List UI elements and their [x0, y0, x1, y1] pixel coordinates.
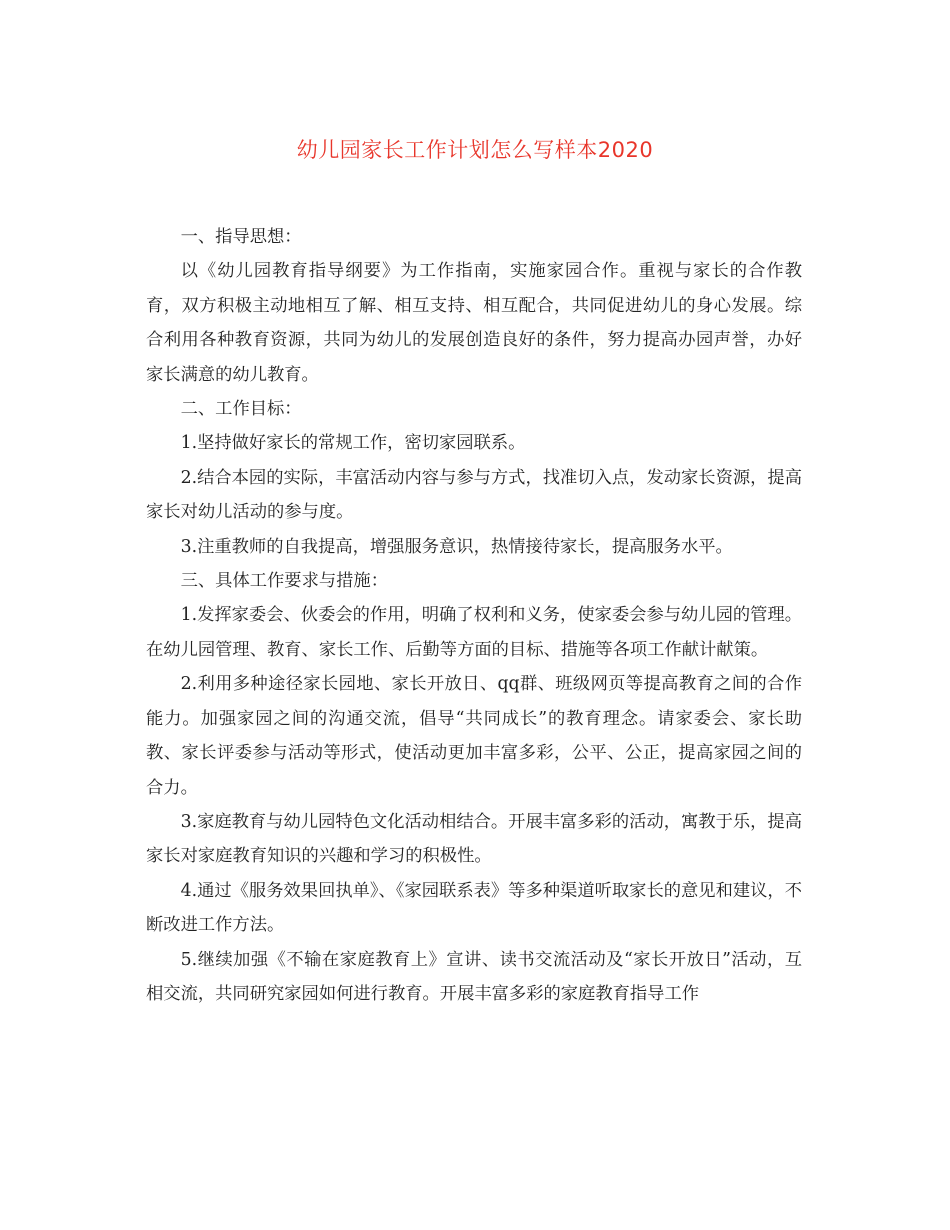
section-heading-guiding-ideology: 一、指导思想：: [180, 227, 302, 247]
paragraph-measure-2: 2.利用多种途径家长园地、家长开放日、qq群、班级网页等提高教育之间的合作能力。加强家园之间的沟通交流，倡导“共同成长”的教育理念。请家委会、家长助教、家长评委参与活动等形式，使活动更加丰富多彩，公平、公正，提高家园之间的合力。: [146, 674, 802, 798]
paragraph-measure-3: 3.家庭教育与幼儿园特色文化活动相结合。开展丰富多彩的活动，寓教于乐，提高家长对家庭教育知识的兴趣和学习的积极性。: [146, 811, 802, 867]
paragraph-goal-2: 2.结合本园的实际，丰富活动内容与参与方式，找准切入点，发动家长资源，提高家长对幼儿活动的参与度。: [146, 467, 802, 523]
section-heading-work-goals: 二、工作目标：: [180, 399, 302, 420]
paragraph-measure-4: 4.通过《服务效果回执单》、《家园联系表》等多种渠道听取家长的意见和建议，不断改进工作方法。: [146, 880, 802, 936]
document-body: [146, 220, 802, 1011]
paragraph-goal-1: 1.坚持做好家长的常规工作，密切家园联系。: [180, 433, 526, 454]
paragraph-measure-5: 5.继续加强《不输在家庭教育上》宣讲、读书交流活动及“家长开放日”活动，互相交流，共同研究家园如何进行教育。开展丰富多彩的家庭教育指导工作: [146, 949, 802, 1004]
document-title: 幼儿园家长工作计划怎么写样本2020: [296, 138, 654, 162]
paragraph-guiding-ideology: 以《幼儿园教育指导纲要》为工作指南，实施家园合作。重视与家长的合作教育，双方积极主动地相互了解、相互支持、相互配合，共同促进幼儿的身心发展。综合利用各种教育资源，共同为幼儿的发展创造良好的条件，努力提高办园声誉，办好家长满意的幼儿教育。: [146, 261, 802, 385]
section-heading-measures: 三、具体工作要求与措施：: [180, 571, 388, 592]
paragraph-goal-3: 3.注重教师的自我提高，增强服务意识，热情接待家长，提高服务水平。: [180, 536, 733, 557]
paragraph-measure-1: 1.发挥家委会、伙委会的作用，明确了权利和义务，使家委会参与幼儿园的管理。在幼儿园管理、教育、家长工作、后勤等方面的目标、措施等各项工作献计献策。: [146, 605, 802, 660]
